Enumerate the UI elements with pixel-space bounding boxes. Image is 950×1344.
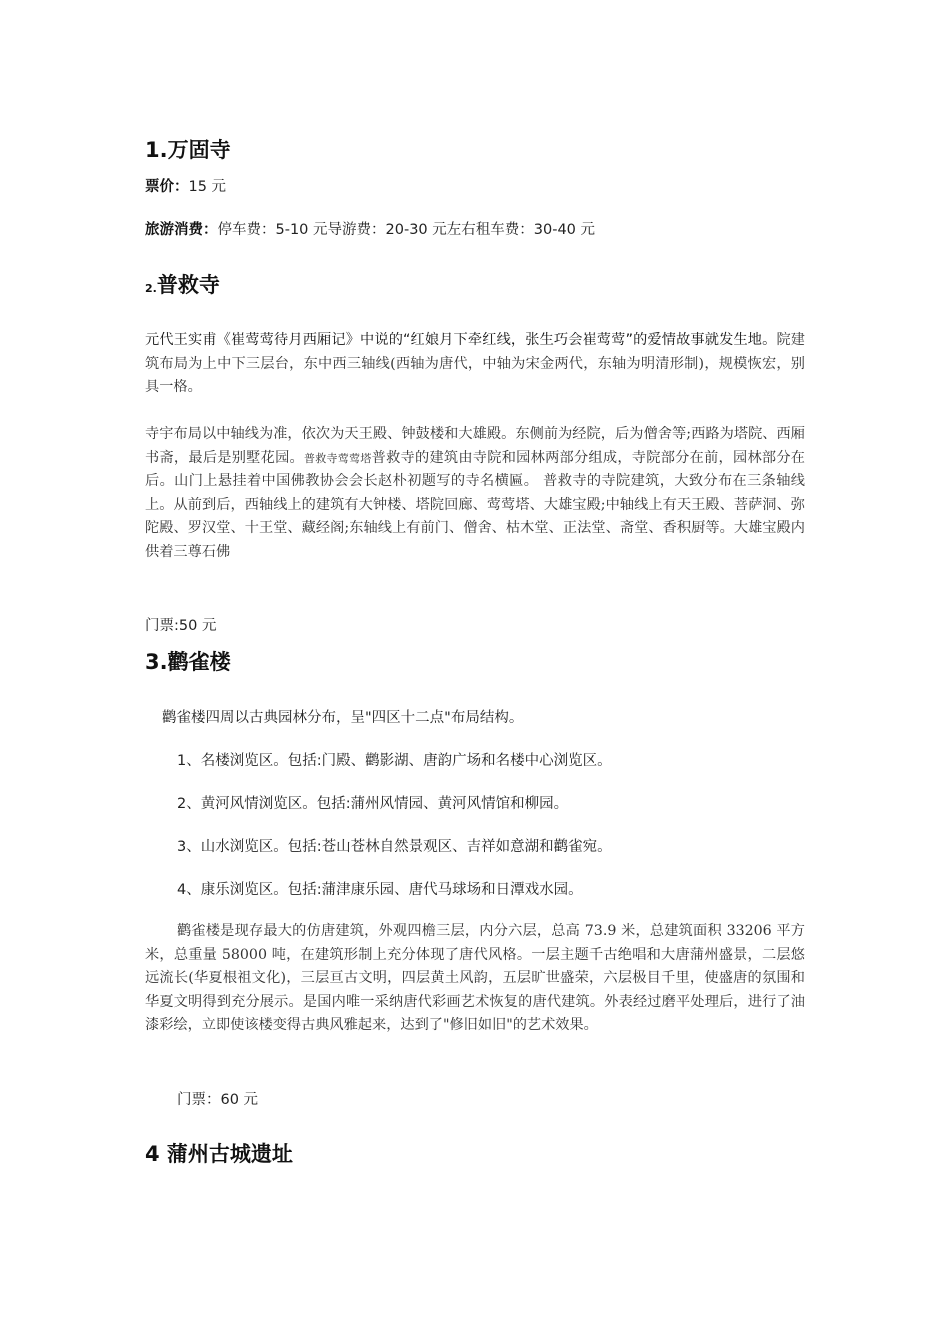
pujiu-detail-text-b: 普救寺的建筑由寺院和园林两部分组成，寺院部分在前，园林部分在后。山门上悬挂着中国佛教协会会长赵朴初题写的寺名横匾。 普救寺的寺院建筑，大致分布在三条轴线上。从前到后，西轴线上的建筑有大钟楼、塔院回廊、莺莺塔、大雄宝殿;中轴线上有天王殿、菩萨洞、弥陀殿、罗汉堂、十王堂、藏经阁;东轴线上有前门、僧舍、枯木堂、正法堂、斋堂、香积厨等。大雄宝殿内供着三尊石佛 [145, 449, 805, 560]
section-3-title: 3.鹳雀楼 [145, 650, 231, 674]
ticket-price-label: 票价： [145, 179, 189, 195]
pujiu-detail-text-a: 寺宇布局以中轴线为准，依次为天王殿、钟鼓楼和大雄殿。东侧前为经院，后为僧舍等;西路为塔院、西厢书斋，最后是别墅花园。 [145, 426, 805, 466]
pujiu-image-caption: 普救寺莺莺塔 [304, 451, 372, 465]
pujiu-ticket: 门票:50 元 [145, 618, 217, 634]
pujiu-detail-paragraph [145, 423, 805, 565]
guanque-area-item: 2、黄河风情浏览区。包括:蒲州风情园、黄河风情馆和柳园。 [177, 796, 569, 812]
section-1-title: 1.万固寺 [145, 138, 231, 162]
section-2-title [145, 271, 805, 303]
guanque-ticket: 门票：60 元 [177, 1092, 259, 1108]
travel-cost-label: 旅游消费： [145, 222, 218, 238]
travel-cost-line [145, 220, 805, 240]
section-2-number: 2. [145, 282, 157, 295]
pujiu-layout-text: 院建筑布局为上中下三层台，东中西三轴线(西轴为唐代，中轴为宋金两代，东轴为明清形制)，规模恢宏，别具一格。 [145, 332, 805, 396]
section-4-title: 4 蒲州古城遗址 [145, 1142, 293, 1166]
guanque-area-item: 1、名楼浏览区。包括:门殿、鹳影湖、唐韵广场和名楼中心浏览区。 [177, 753, 612, 769]
ticket-price-line [145, 177, 805, 197]
guanque-intro: 鹳雀楼四周以古典园林分布，呈"四区十二点"布局结构。 [162, 710, 524, 726]
guanque-description: 鹳雀楼是现存最大的仿唐建筑，外观四檐三层，内分六层，总高 73.9 米，总建筑面积 33206 平方米，总重量 58000 吨，在建筑形制上充分体现了唐代风格。一层主题千古绝唱和大唐蒲州盛景，二层悠远流长(华夏根祖文化)，三层亘古文明，四层黄土风韵，五层旷世盛荣，六层极目千里，使盛唐的氛围和华夏文明得到充分展示。是国内唯一采纳唐代彩画艺术恢复的唐代建筑。外表经过磨平处理后，进行了油漆彩绘，立即使该楼变得古典风雅起来，达到了"修旧如旧"的艺术效果。 [145, 923, 805, 1034]
travel-cost-value: 停车费：5-10 元导游费：20-30 元左右租车费：30-40 元 [217, 222, 596, 238]
guanque-area-item: 4、康乐浏览区。包括:蒲津康乐园、唐代马球场和日潭戏水园。 [177, 882, 583, 898]
ticket-price-value: 15 元 [188, 179, 227, 195]
section-2-name: 普救寺 [156, 273, 220, 297]
guanque-area-item: 3、山水浏览区。包括:苍山苍林自然景观区、吉祥如意湖和鹳雀宛。 [177, 839, 612, 855]
pujiu-intro-paragraph [145, 329, 805, 400]
pujiu-story-text: 元代王实甫《崔莺莺待月西厢记》中说的“红娘月下牵红线，张生巧会崔莺莺”的爱情故事就发生地。 [145, 332, 777, 348]
